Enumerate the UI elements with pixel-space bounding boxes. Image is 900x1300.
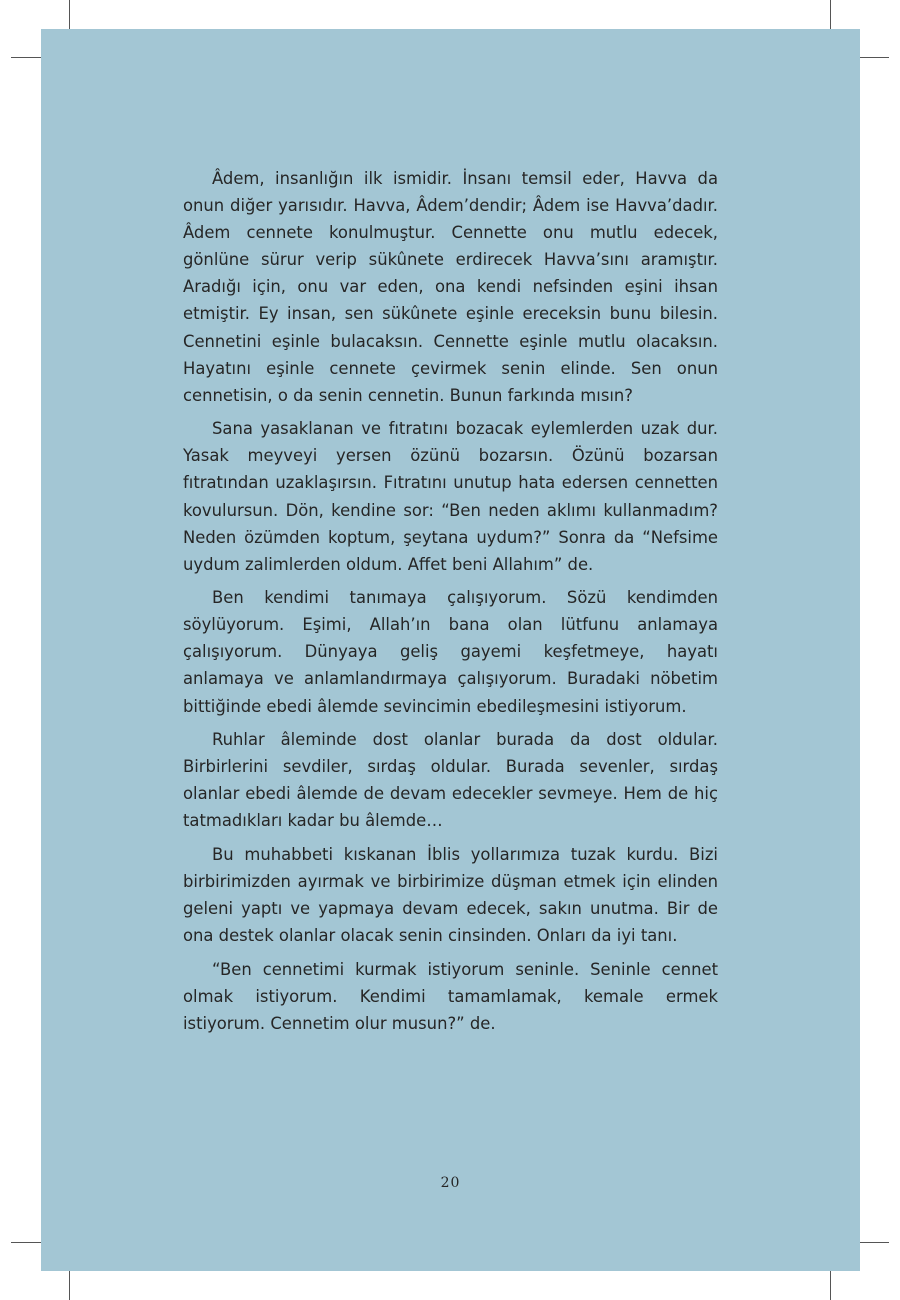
page-number: 20 [440,1175,461,1191]
crop-mark-left-top [11,57,41,58]
crop-mark-left-bottom [11,1242,41,1243]
crop-mark-right-bottom [859,1242,889,1243]
crop-mark-right-top [859,57,889,58]
crop-mark-top-right [830,0,831,30]
book-page [41,29,860,1271]
paragraph: “Ben cennetimi kurmak istiyorum seninle. Seninle cennet olmak istiyorum. Kendimi tamamlamak, kemale ermek istiyorum. Cennetim olur musun?” de. [183,959,718,1033]
crop-mark-bottom-left [69,1270,70,1300]
paragraph: Ben kendimi tanımaya çalışıyorum. Sözü kendimden söylüyorum. Eşimi, Allah’ın bana olan lütfunu anlamaya çalışıyorum. Dünyaya geliş gayemi keşfetmeye, hayatı anlamaya ve anlamlandırmaya çalışıyorum. Buradaki nöbetim bittiğinde ebedi âlemde sevincimin ebedileşmesini istiyorum. [183,588,718,716]
body-text [183,165,718,1043]
paragraph: Âdem, insanlığın ilk ismidir. İnsanı temsil eder, Havva da onun diğer yarısıdır. Havva, Âdem’dendir; Âdem ise Havva’dadır. Âdem cennete konulmuştur. Cennette onu mutlu edecek, gönlüne sürur verip sükûnete erdirecek Havva’sını aramıştır. Aradığı için, onu var eden, ona kendi nefsinden eşini ihsan etmiştir. Ey insan, sen sükûnete eşinle ereceksin bunu bilesin. Cennetini eşinle bulacaksın. Cennette eşinle mutlu olacaksın. Hayatını eşinle cennete çevirmek senin elinde. Sen onun cennetisin, o da senin cennetin. Bunun farkında mısın? [183,169,718,405]
paragraph: Bu muhabbeti kıskanan İblis yollarımıza tuzak kurdu. Bizi birbirimizden ayırmak ve birbirimize düşman etmek için elinden geleni yaptı ve yapmaya devam edecek, sakın unutma. Bir de ona destek olanlar olacak senin cinsinden. Onları da iyi tanı. [183,844,718,946]
crop-mark-top-left [69,0,70,30]
crop-mark-bottom-right [830,1270,831,1300]
paragraph: Ruhlar âleminde dost olanlar burada da dost oldular. Birbirlerini sevdiler, sırdaş oldular. Burada sevenler, sırdaş olanlar ebedi âlemde de devam edecekler sevmeye. Hem de hiç tatmadıkları kadar bu âlemde… [183,730,718,831]
paragraph: Sana yasaklanan ve fıtratını bozacak eylemlerden uzak dur. Yasak meyveyi yersen özünü bozarsın. Özünü bozarsan fıtratından uzaklaşırsın. Fıtratını unutup hata edersen cennetten kovulursun. Dön, kendine sor: “Ben neden aklımı kullanmadım? Neden özümden koptum, şeytana uydum?” Sonra da “Nefsime uydum zalimlerden oldum. Affet beni Allahım” de. [183,419,718,574]
